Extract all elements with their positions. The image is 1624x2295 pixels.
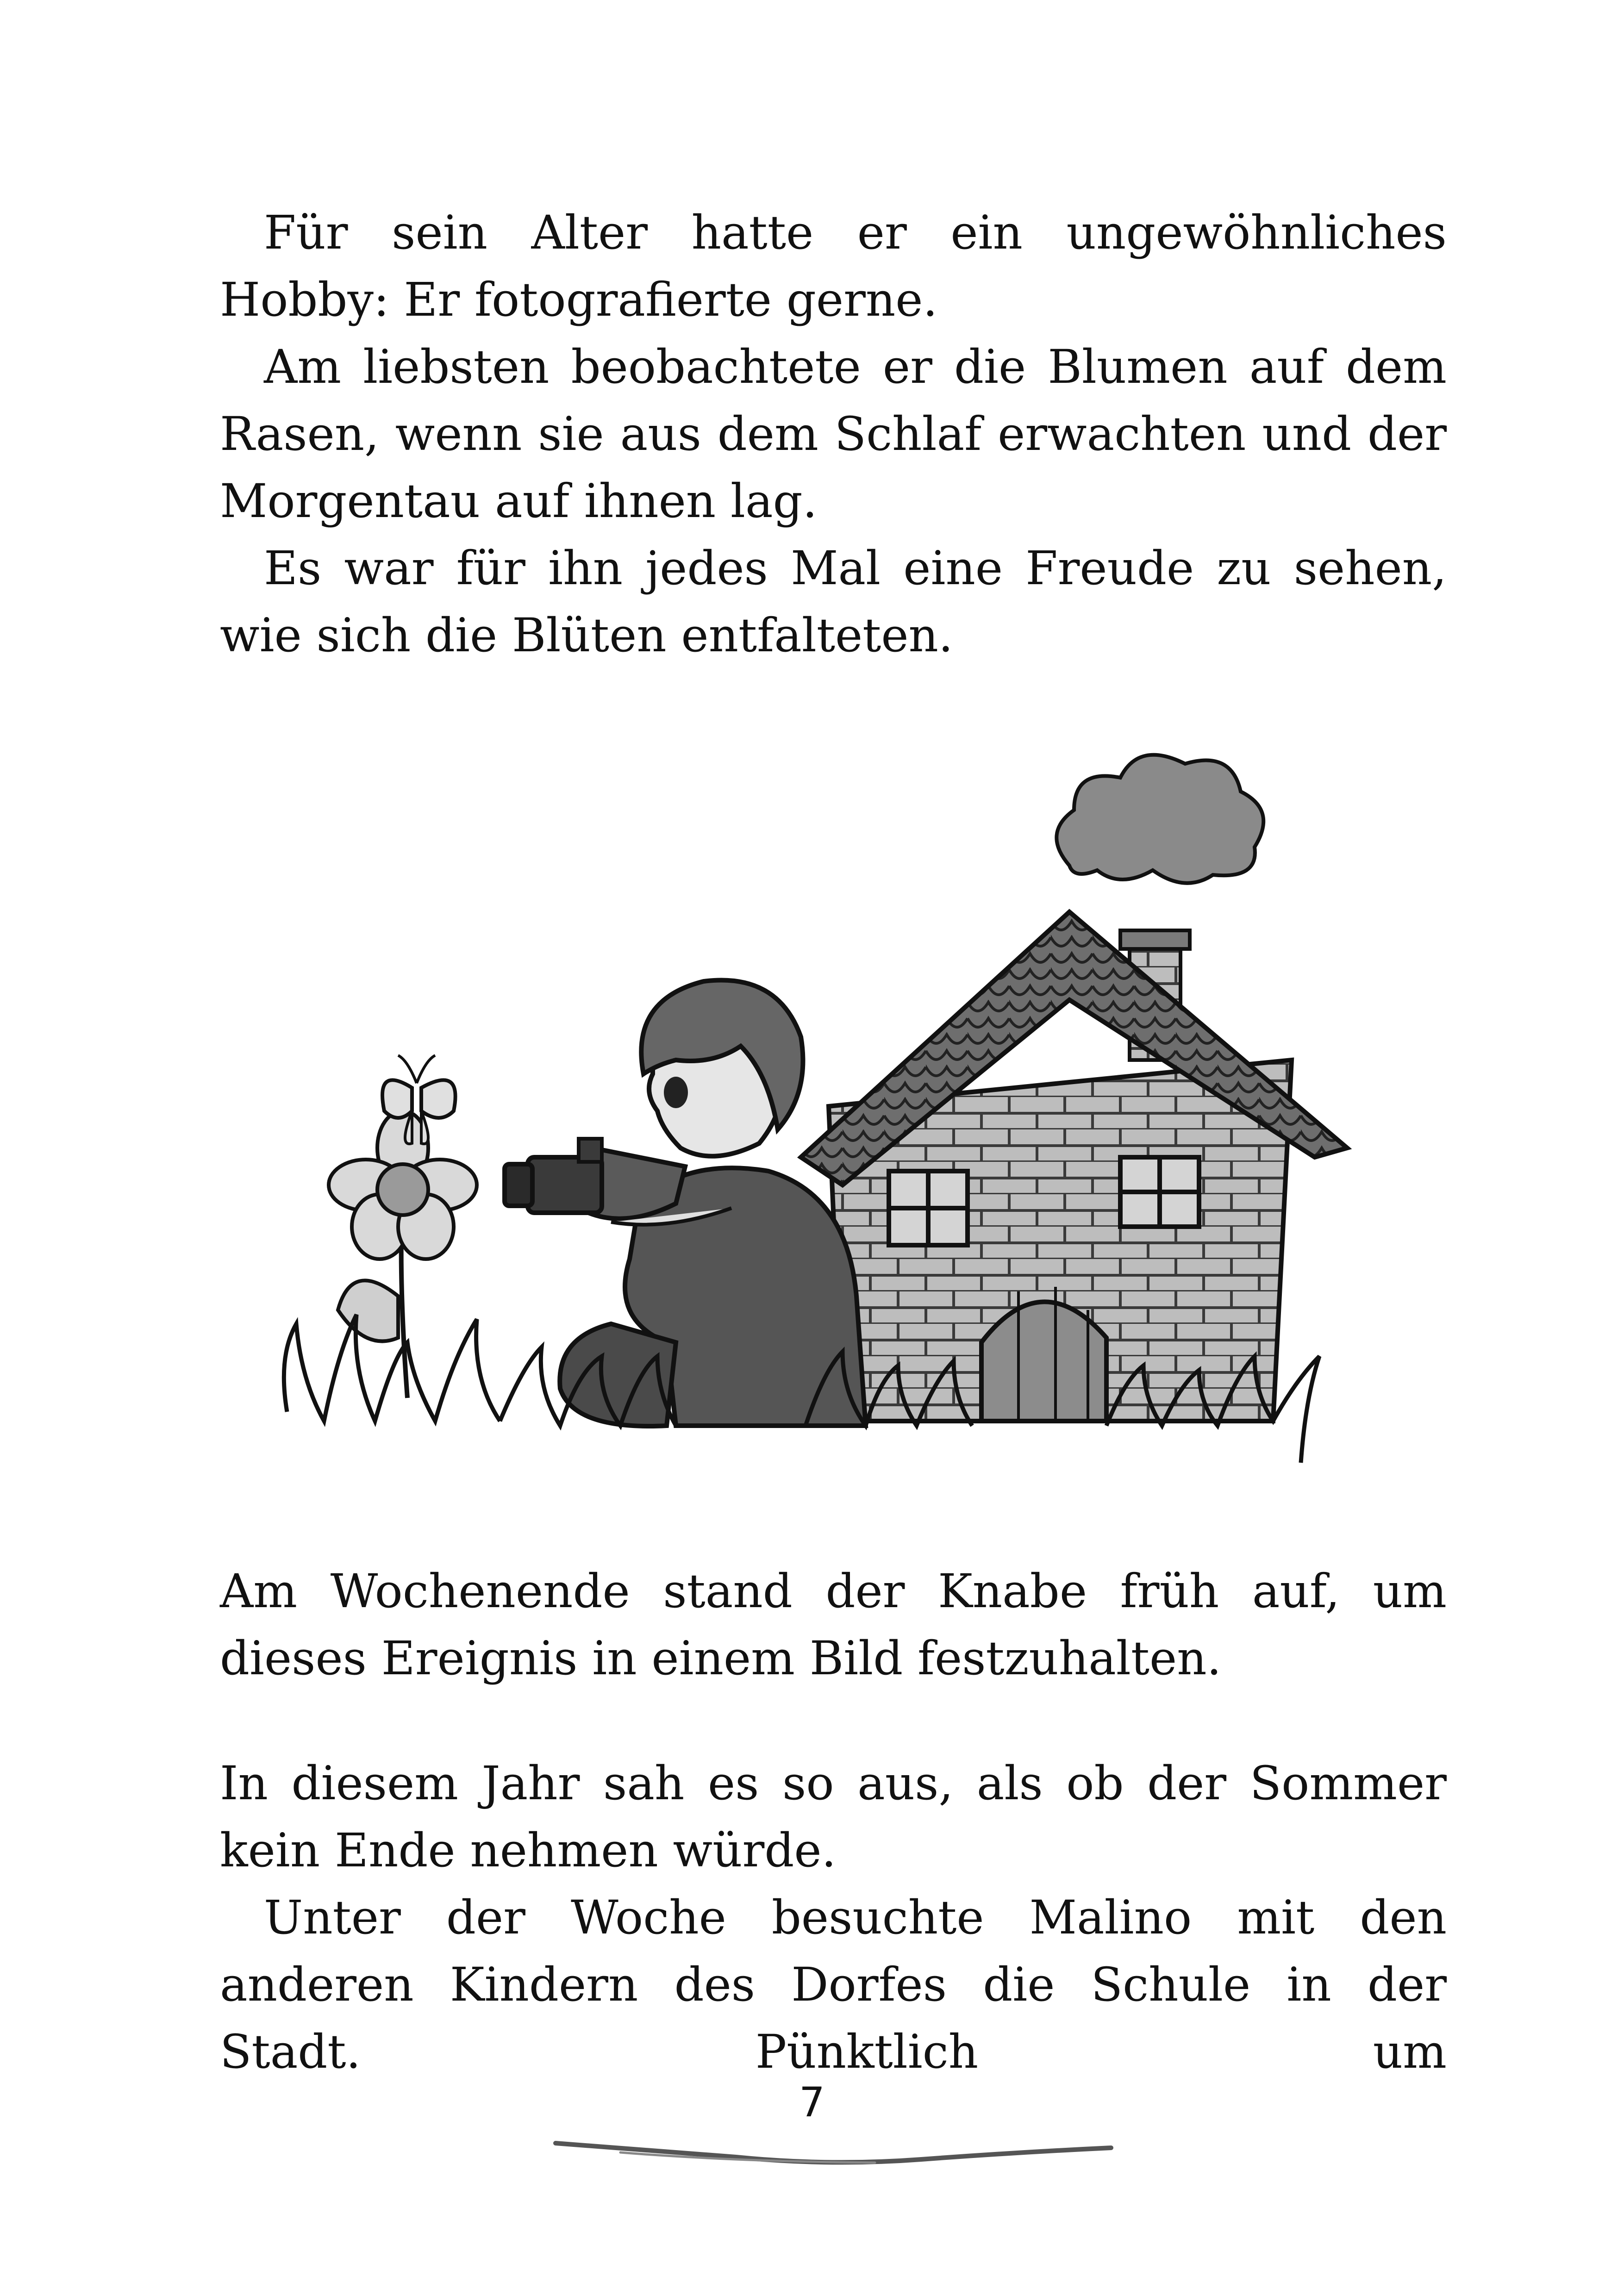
camera-icon (505, 1139, 602, 1213)
text-block-middle (220, 1558, 1447, 1692)
flower (329, 1111, 477, 1398)
text-block-bottom (220, 1750, 1447, 2085)
text-block-top (220, 199, 1447, 669)
paragraph-hobby: Für sein Alter hatte er ein ungewöhnliches Hobby: Er fotografierte gerne. (220, 206, 1447, 327)
boy-with-camera (505, 980, 866, 1427)
boy-photographing-flower-illustration (259, 741, 1380, 1551)
paragraph-flowers: Am liebsten beobachtete er die Blumen auf dem Rasen, wenn sie aus dem Schlaf erwachten und der Morgentau auf ihnen lag. (220, 340, 1447, 528)
paragraph-weekend: Am Wochenende stand der Knabe früh auf, um dieses Ereignis in einem Bild festzuhalten. (220, 1564, 1447, 1685)
house-window-right (1120, 1157, 1199, 1227)
house (801, 912, 1347, 1421)
paragraph-summer: In diesem Jahr sah es so aus, als ob der Sommer kein Ende nehmen würde. (220, 1756, 1447, 1877)
decorative-footer-line (551, 2134, 1116, 2176)
page-number: 7 (799, 2078, 825, 2126)
paragraph-blossoms: Es war für ihn jedes Mal eine Freude zu sehen, wie sich die Blüten entfalteten. (220, 541, 1447, 662)
smoke-cloud (1056, 755, 1263, 883)
paragraph-school: Unter der Woche besuchte Malino mit den anderen Kindern des Dorfes die Schule in der Stadt. Pünktlich um (220, 1890, 1447, 2079)
house-window-left (889, 1171, 968, 1245)
